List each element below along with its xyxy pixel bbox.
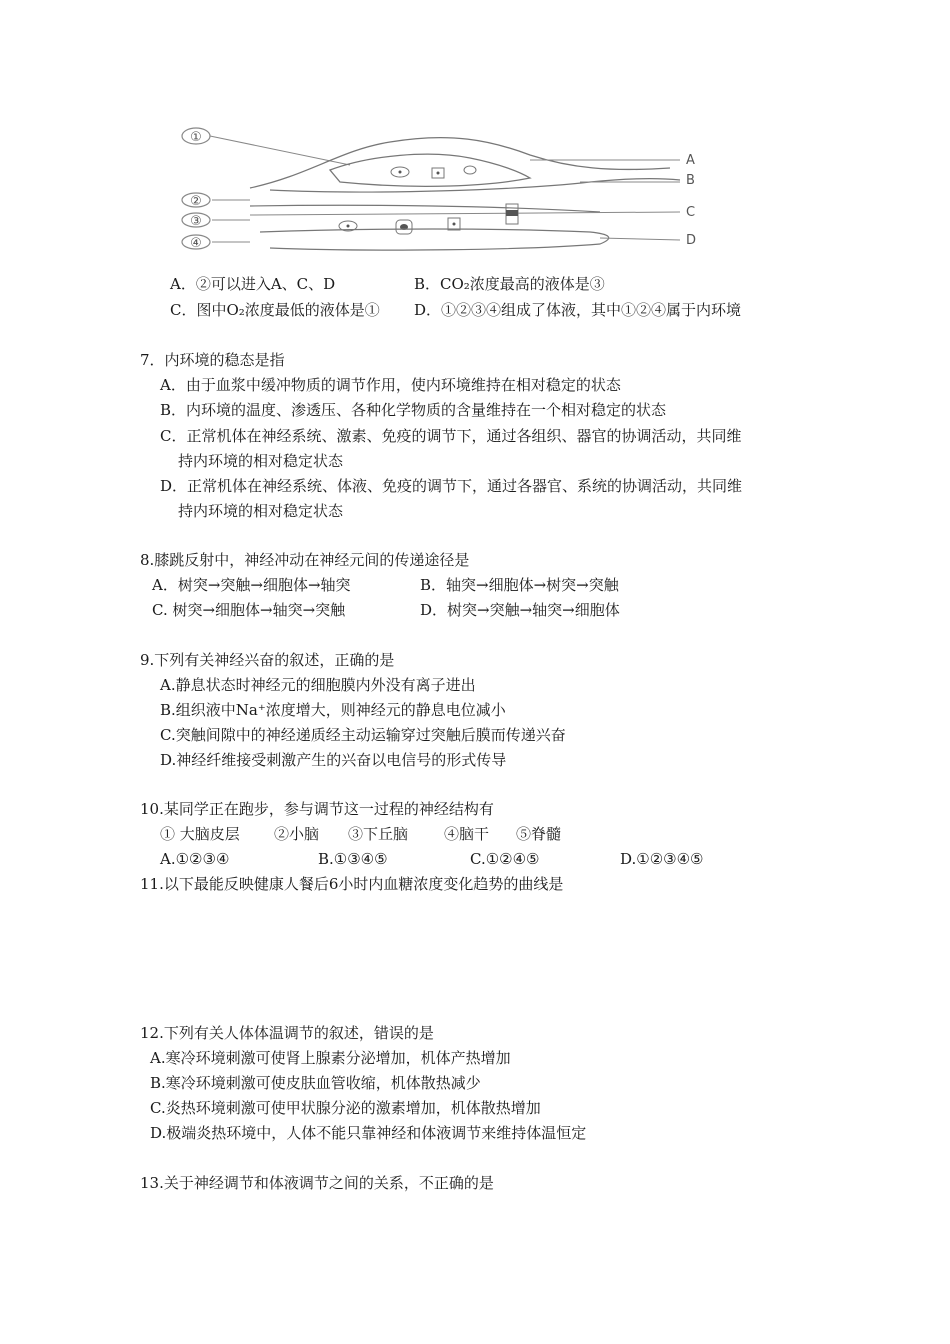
label-2: ② (190, 194, 202, 209)
q6-option-a: A．②可以进入A、C、D (170, 275, 336, 293)
q7-option-a: A．由于血浆中缓冲物质的调节作用，使内环境维持在相对稳定的状态 (160, 376, 621, 394)
q7-option-d-cont: 持内环境的相对稳定状态 (178, 502, 344, 520)
q8-option-b: B．轴突→细胞体→树突→突触 (420, 576, 619, 594)
q7-option-c-cont: 持内环境的相对稳定状态 (178, 452, 344, 470)
q10-item-1: ① 大脑皮层 (160, 825, 240, 843)
q10-option-a: A.①②③④ (160, 850, 230, 868)
q12-option-a: A.寒冷环境刺激可使肾上腺素分泌增加，机体产热增加 (150, 1049, 511, 1067)
q9-option-a: A.静息状态时神经元的细胞膜内外没有离子进出 (160, 676, 476, 694)
label-D: D (686, 233, 697, 248)
label-4: ④ (190, 236, 202, 251)
q8-option-c: C. 树突→细胞体→轴突→突触 (152, 601, 346, 619)
q6-option-d: D．①②③④组成了体液，其中①②④属于内环境 (414, 301, 742, 319)
q6-option-c: C．图中O₂浓度最低的液体是① (170, 301, 380, 319)
q7-option-b: B．内环境的温度、渗透压、各种化学物质的含量维持在一个相对稳定的状态 (160, 401, 667, 419)
q10-option-b: B.①③④⑤ (318, 850, 388, 868)
q9-stem: 9.下列有关神经兴奋的叙述，正确的是 (140, 651, 395, 669)
q6-option-b: B．CO₂浓度最高的液体是③ (414, 275, 605, 293)
label-1: ① (190, 130, 202, 145)
q11-stem: 11.以下最能反映健康人餐后6小时内血糖浓度变化趋势的曲线是 (140, 875, 564, 893)
q12-option-d: D.极端炎热环境中，人体不能只靠神经和体液调节来维持体温恒定 (150, 1124, 587, 1142)
tissue-diagram-svg (170, 120, 710, 260)
q7-option-d: D．正常机体在神经系统、体液、免疫的调节下，通过各器官、系统的协调活动，共同维 (160, 477, 743, 495)
q12-stem: 12.下列有关人体体温调节的叙述，错误的是 (140, 1024, 434, 1042)
q8-option-d: D．树突→突触→轴突→细胞体 (420, 601, 620, 619)
q10-option-d: D.①②③④⑤ (620, 850, 704, 868)
q12-option-c: C.炎热环境刺激可使甲状腺分泌的激素增加，机体散热增加 (150, 1099, 541, 1117)
q9-option-b: B.组织液中Na⁺浓度增大，则神经元的静息电位减小 (160, 701, 506, 719)
label-A: A (686, 153, 695, 168)
q12-option-b: B.寒冷环境刺激可使皮肤血管收缩，机体散热减少 (150, 1074, 481, 1092)
q8-option-a: A．树突→突触→细胞体→轴突 (152, 576, 351, 594)
q7-stem: 7．内环境的稳态是指 (140, 351, 285, 369)
q13-stem: 13.关于神经调节和体液调节之间的关系，不正确的是 (140, 1174, 494, 1192)
q10-option-c: C.①②④⑤ (470, 850, 540, 868)
q9-option-d: D.神经纤维接受刺激产生的兴奋以电信号的形式传导 (160, 751, 507, 769)
label-B: B (686, 173, 695, 188)
q7-option-c: C．正常机体在神经系统、激素、免疫的调节下，通过各组织、器官的协调活动，共同维 (160, 427, 742, 445)
q8-stem: 8.膝跳反射中，神经冲动在神经元间的传递途径是 (140, 551, 470, 569)
q9-option-c: C.突触间隙中的神经递质经主动运输穿过突触后膜而传递兴奋 (160, 726, 566, 744)
q10-item-4: ④脑干 (444, 825, 490, 843)
q10-item-2: ②小脑 (274, 825, 320, 843)
tissue-fluid-diagram (170, 120, 710, 260)
label-C: C (686, 205, 696, 220)
q10-item-3: ③下丘脑 (348, 825, 409, 843)
q10-item-5: ⑤脊髓 (516, 825, 562, 843)
q10-stem: 10.某同学正在跑步，参与调节这一过程的神经结构有 (140, 800, 494, 818)
label-3: ③ (190, 214, 202, 229)
